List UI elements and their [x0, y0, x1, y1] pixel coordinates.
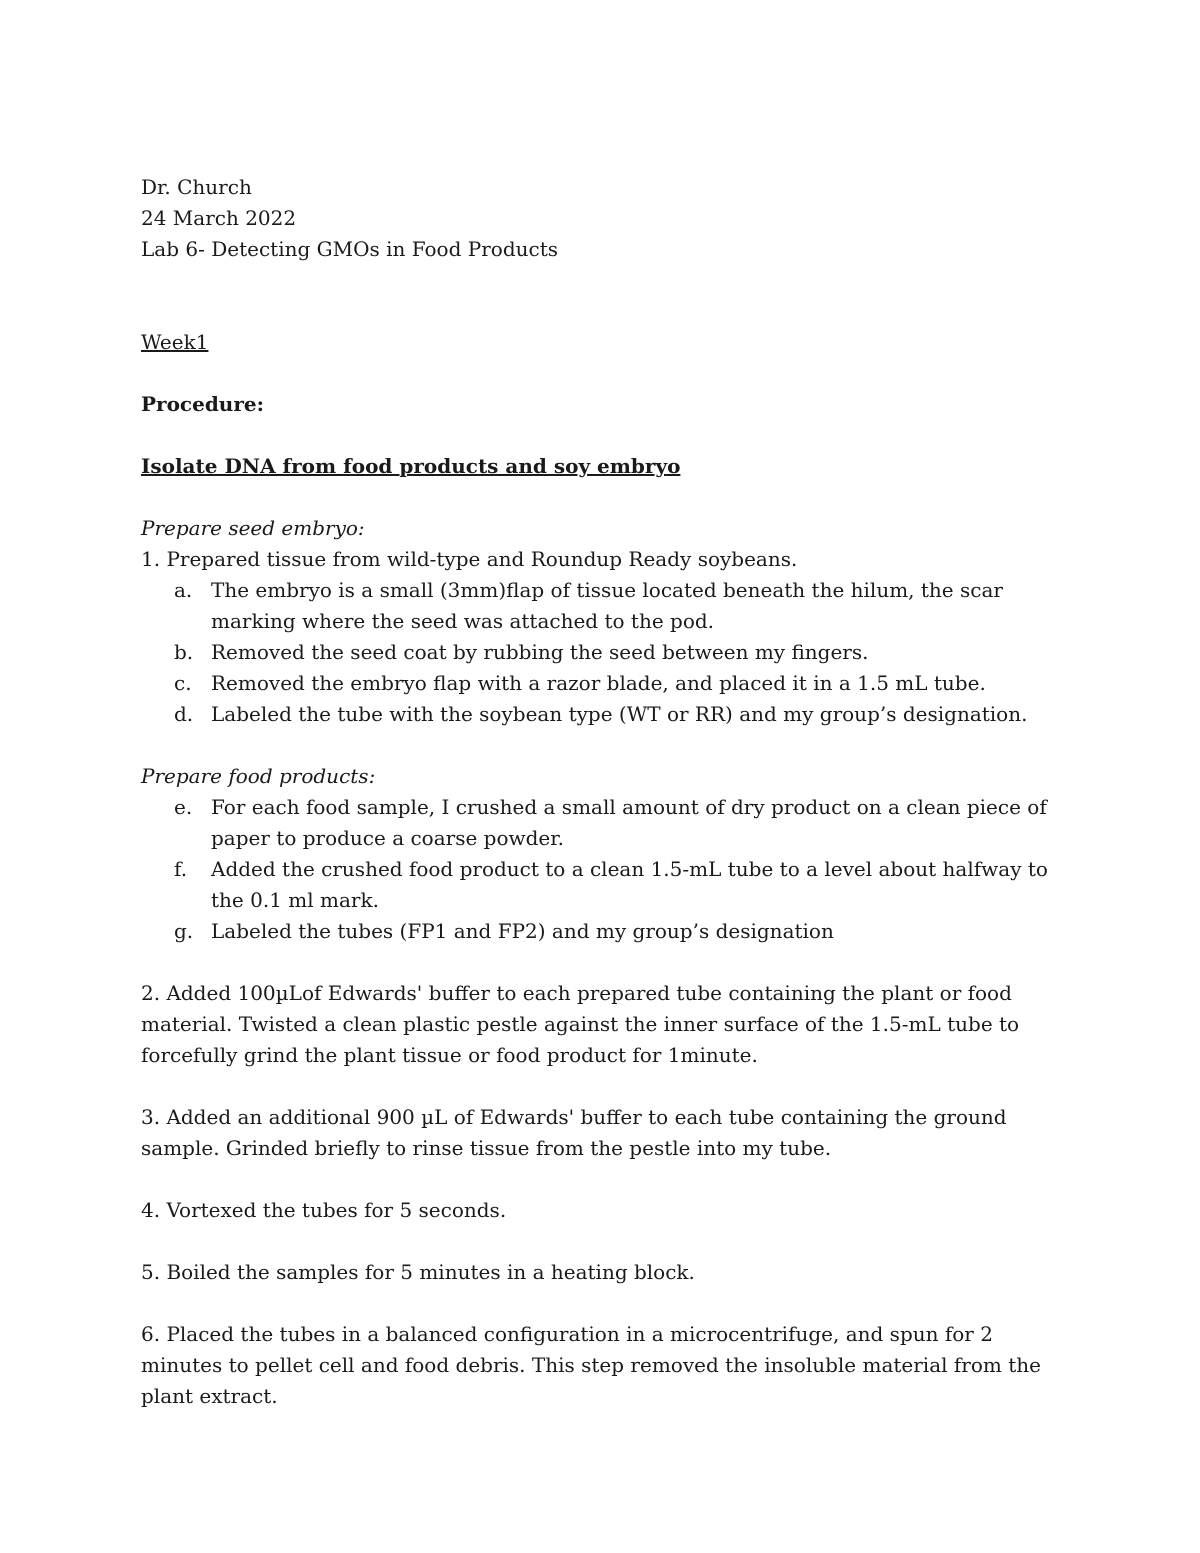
- document-date: 24 March 2022: [141, 206, 297, 230]
- list-item: [141, 637, 1061, 668]
- professor-name: Dr. Church: [141, 175, 252, 199]
- spacer: [141, 1071, 1061, 1102]
- step-3: 3. Added an additional 900 µL of Edwards' buffer to each tube containing the ground sample. Grinded briefly to rinse tissue from the pestle into my tube.: [141, 1105, 1007, 1160]
- list-item: [141, 854, 1061, 916]
- list-marker: b.: [174, 640, 194, 664]
- procedure-heading: Procedure:: [141, 392, 264, 416]
- list-item: [141, 668, 1061, 699]
- list-item: [141, 699, 1061, 730]
- document-page: [141, 172, 1061, 1412]
- list-marker: g.: [174, 919, 194, 943]
- step-4: 4. Vortexed the tubes for 5 seconds.: [141, 1198, 507, 1222]
- list-text: Labeled the tubes (FP1 and FP2) and my group’s designation: [211, 919, 834, 943]
- step-2: 2. Added 100µLof Edwards' buffer to each prepared tube containing the plant or food material. Twisted a clean plastic pestle against the inner surface of the 1.5-mL tube to forcefully grind the plant tissue or food product for 1minute.: [141, 981, 1020, 1067]
- step-1: 1. Prepared tissue from wild-type and Roundup Ready soybeans.: [141, 547, 798, 571]
- step-6: 6. Placed the tubes in a balanced configuration in a microcentrifuge, and spun for 2 minutes to pellet cell and food debris. This step removed the insoluble material from the plant extract.: [141, 1322, 1041, 1408]
- list-text: Added the crushed food product to a clean 1.5-mL tube to a level about halfway to the 0.1 ml mark.: [211, 857, 1048, 912]
- spacer: [141, 358, 1061, 389]
- list-text: Removed the embryo flap with a razor blade, and placed it in a 1.5 mL tube.: [211, 671, 986, 695]
- spacer: [141, 296, 1061, 327]
- spacer: [141, 1288, 1061, 1319]
- list-item: [141, 792, 1061, 854]
- lab-title: Lab 6- Detecting GMOs in Food Products: [141, 237, 559, 261]
- spacer: [141, 1164, 1061, 1195]
- list-marker: c.: [174, 671, 192, 695]
- list-text: Removed the seed coat by rubbing the seed between my fingers.: [211, 640, 869, 664]
- food-subheading: Prepare food products:: [141, 764, 376, 788]
- list-marker: f.: [174, 857, 188, 881]
- section-heading: Isolate DNA from food products and soy embryo: [141, 454, 681, 478]
- list-text: The embryo is a small (3mm)flap of tissue located beneath the hilum, the scar marking where the seed was attached to the pod.: [211, 578, 1003, 633]
- spacer: [141, 420, 1061, 451]
- seed-subheading: Prepare seed embryo:: [141, 516, 365, 540]
- spacer: [141, 482, 1061, 513]
- step-5: 5. Boiled the samples for 5 minutes in a heating block.: [141, 1260, 695, 1284]
- list-marker: e.: [174, 795, 193, 819]
- week-label: Week1: [141, 330, 209, 354]
- list-marker: d.: [174, 702, 194, 726]
- spacer: [141, 947, 1061, 978]
- list-item: [141, 575, 1061, 637]
- list-text: Labeled the tube with the soybean type (WT or RR) and my group’s designation.: [211, 702, 1028, 726]
- spacer: [141, 730, 1061, 761]
- list-item: [141, 916, 1061, 947]
- list-text: For each food sample, I crushed a small amount of dry product on a clean piece of paper to produce a coarse powder.: [211, 795, 1047, 850]
- spacer: [141, 265, 1061, 296]
- spacer: [141, 1226, 1061, 1257]
- list-marker: a.: [174, 578, 193, 602]
